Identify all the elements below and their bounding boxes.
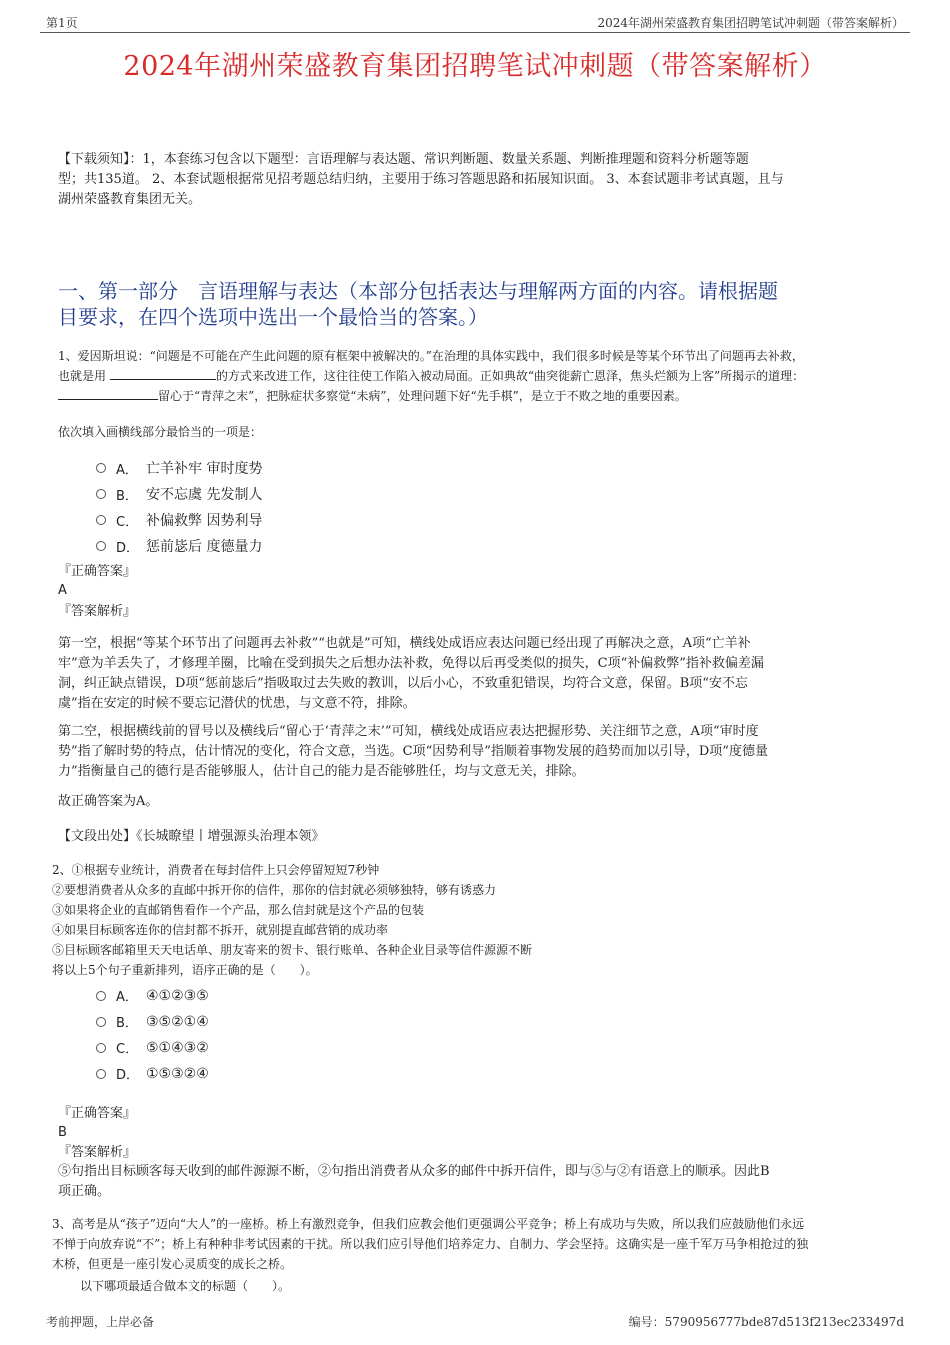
analysis-line: 第一空，根据“等某个环节出了问题再去补救”“也就是”可知，横线处成语应表达问题已经出现了再解决之意，A项“亡羊补 (58, 636, 751, 651)
q2-answer-label: 『正确答案』 (58, 1106, 137, 1121)
radio-icon[interactable] (96, 1017, 106, 1027)
analysis-line: ⑤句指出目标顾客每天收到的邮件源源不断，②句指出消费者从众多的邮件中拆开信件，即与⑤与②有语意上的顺承。因此B (58, 1164, 770, 1179)
download-notice (58, 150, 898, 210)
analysis-line: 项正确。 (58, 1184, 111, 1199)
q1-line-2-start: 也就是用 (58, 369, 107, 383)
q2-option-b[interactable] (96, 1012, 209, 1031)
q3-line: 3、高考是从“孩子”迈向“大人”的一座桥。桥上有激烈竞争，但我们应教会他们更强调公平竞争；桥上有成功与失败，所以我们应鼓励他们永远 (52, 1217, 805, 1231)
q1-option-b[interactable] (96, 484, 262, 504)
radio-icon[interactable] (96, 991, 106, 1001)
section-heading (58, 278, 908, 330)
radio-icon[interactable] (96, 1069, 106, 1079)
q1-answer: A (58, 583, 67, 598)
analysis-line: 力”指衡量自己的德行是否能够服人，估计自己的能力是否能够胜任，均与文意无关，排除。 (58, 764, 585, 779)
option-text: ⑤①④③② (146, 1039, 209, 1056)
q2-line: ④如果目标顾客连你的信封都不拆开，就别提直邮营销的成功率 (52, 923, 389, 937)
page-title: 2024年湖州荣盛教育集团招聘笔试冲刺题（带答案解析） (123, 51, 827, 82)
option-letter: B． (116, 1016, 138, 1031)
q2-line: ③如果将企业的直邮销售看作一个产品，那么信封就是这个产品的包装 (52, 903, 425, 917)
q1-answer-label: 『正确答案』 (58, 564, 137, 579)
notice-line-2: 型；共135道。 2、本套试题根据常见招考题总结归纳，主要用于练习答题思路和拓展知识面。 3、本套试题非考试真题，且与 (58, 172, 784, 187)
question-3-stem (52, 1214, 908, 1274)
q1-option-a[interactable] (96, 458, 262, 478)
q2-option-c[interactable] (96, 1038, 209, 1057)
option-text: 惩前毖后 度德量力 (146, 539, 263, 555)
q1-prompt: 依次填入画横线部分最恰当的一项是： (58, 425, 263, 439)
option-letter: D． (116, 540, 140, 556)
option-letter: A． (116, 462, 138, 478)
option-letter: A． (116, 990, 138, 1005)
fill-blank-2 (58, 387, 158, 400)
analysis-line: 虞”指在安定的时候不要忘记潜伏的忧患，与文意不符，排除。 (58, 696, 416, 711)
q1-line-3 (58, 386, 908, 406)
radio-icon[interactable] (96, 489, 106, 499)
footer-serial: 编号：5790956777bde87d513f213ec233497d (628, 1315, 904, 1329)
q2-answer: B (58, 1125, 67, 1140)
section-heading-line-1: 一、第一部分 言语理解与表达（本部分包括表达与理解两方面的内容。请根据题 (58, 279, 778, 303)
q1-conclusion: 故正确答案为A。 (58, 794, 159, 809)
q2-analysis (58, 1162, 898, 1202)
option-text: 安不忘虞 先发制人 (146, 487, 263, 503)
question-1-stem (58, 346, 908, 406)
fill-blank-1 (110, 367, 216, 380)
radio-icon[interactable] (96, 515, 106, 525)
q2-analysis-label: 『答案解析』 (58, 1145, 137, 1160)
option-text: 补偏救弊 因势利导 (146, 513, 263, 529)
question-2-stem (52, 860, 902, 980)
q1-line-2 (58, 366, 908, 386)
q2-line: 2、①根据专业统计，消费者在每封信件上只会停留短短7秒钟 (52, 863, 380, 877)
option-letter: C． (116, 1042, 139, 1057)
q1-source: 【文段出处】《长城瞭望丨增强源头治理本领》 (58, 829, 325, 844)
q3-prompt: 以下哪项最适合做本文的标题（ ）。 (80, 1279, 291, 1293)
q1-line-1: 1、爱因斯坦说：“问题是不可能在产生此问题的原有框架中被解决的。”在治理的具体实践中，我们很多时候是等某个环节出了问题再去补救， (58, 349, 804, 363)
option-letter: D． (116, 1068, 140, 1083)
option-letter: C． (116, 514, 139, 530)
q1-analysis-para-1 (58, 634, 898, 714)
q1-analysis-para-2 (58, 722, 898, 782)
section-heading-line-2: 目要求，在四个选项中选出一个最恰当的答案。） (58, 305, 488, 329)
q1-option-d[interactable] (96, 536, 262, 556)
q3-line: 不惮于向放弃说“不”；桥上有种种非考试因素的干扰。所以我们应引导他们培养定力、自制力、学会坚持。这确实是一座千军万马争相抢过的独 (52, 1237, 809, 1251)
q1-line-3-text: 留心于“青萍之末”，把脉症状多察觉“未病”，处理问题下好“先手棋”，是立于不败之地的重要因素。 (158, 389, 687, 403)
notice-line-1: 【下载须知】：1，本套练习包含以下题型：言语理解与表达题、常识判断题、数量关系题、判断推理题和资料分析题等题 (58, 152, 749, 167)
analysis-line: 洞，纠正缺点错误，D项“惩前毖后”指吸取过去失败的教训，以后小心，不致重犯错误，均符合文意，保留。B项“安不忘 (58, 676, 748, 691)
analysis-line: 第二空，根据横线前的冒号以及横线后“留心于‘青萍之末’”可知，横线处成语应表达把握形势、关注细节之意，A项“审时度 (58, 724, 759, 739)
radio-icon[interactable] (96, 463, 106, 473)
q2-option-d[interactable] (96, 1064, 209, 1083)
option-text: 亡羊补牢 审时度势 (146, 461, 263, 477)
header-divider (40, 32, 910, 33)
analysis-line: 势”指了解时势的特点，估计情况的变化，符合文意，当选。C项“因势利导”指顺着事物发展的趋势而加以引导，D项“度德量 (58, 744, 768, 759)
radio-icon[interactable] (96, 1043, 106, 1053)
option-letter: B． (116, 488, 138, 504)
footer-slogan: 考前押题，上岸必备 (46, 1315, 155, 1329)
q2-line: 将以上5个句子重新排列，语序正确的是（ ）。 (52, 963, 318, 977)
q1-line-2-end: 的方式来改进工作，这往往使工作陷入被动局面。正如典故“曲突徙薪亡恩泽，焦头烂额为上客”所揭示的道理： (215, 369, 805, 383)
q2-option-a[interactable] (96, 986, 209, 1005)
q3-line: 木桥，但更是一座引发心灵质变的成长之桥。 (52, 1257, 293, 1271)
notice-line-3: 湖州荣盛教育集团无关。 (58, 192, 202, 207)
option-text: ①⑤③②④ (146, 1065, 209, 1082)
page-number: 第1页 (46, 16, 78, 30)
q1-option-c[interactable] (96, 510, 262, 530)
running-title: 2024年湖州荣盛教育集团招聘笔试冲刺题（带答案解析） (597, 16, 904, 30)
q1-analysis-label: 『答案解析』 (58, 604, 137, 619)
option-text: ③⑤②①④ (146, 1013, 209, 1030)
analysis-line: 牢”意为羊丢失了，才修理羊圈，比喻在受到损失之后想办法补救，免得以后再受类似的损失，C项“补偏救弊”指补救偏差漏 (58, 656, 764, 671)
q2-line: ②要想消费者从众多的直邮中拆开你的信件，那你的信封就必须够独特，够有诱惑力 (52, 883, 497, 897)
option-text: ④①②③⑤ (146, 987, 209, 1004)
q2-line: ⑤目标顾客邮箱里天天电话单、朋友寄来的贺卡、银行账单、各种企业目录等信件源源不断 (52, 943, 533, 957)
radio-icon[interactable] (96, 541, 106, 551)
